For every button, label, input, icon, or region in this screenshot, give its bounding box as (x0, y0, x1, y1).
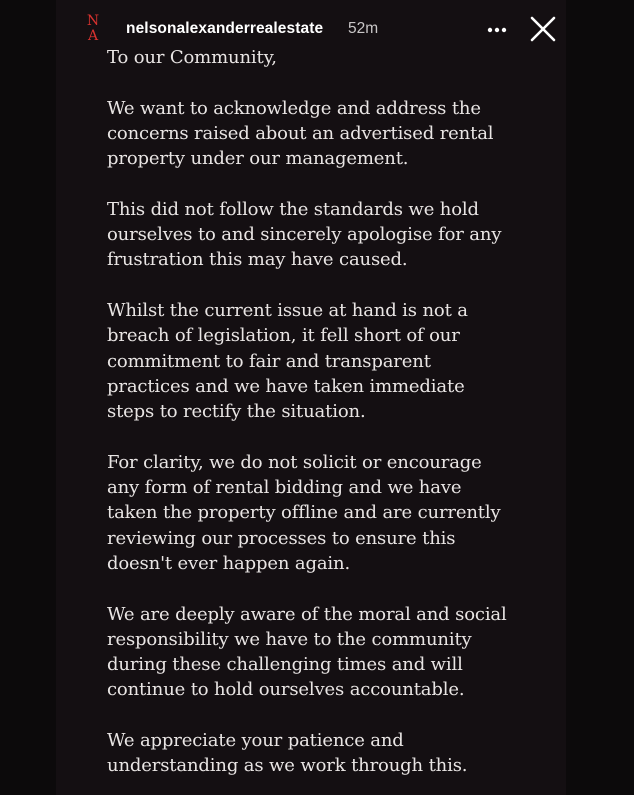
avatar-letter-a: A (87, 28, 99, 44)
more-horizontal-icon (480, 16, 514, 44)
avatar-letter-n: N (86, 13, 100, 29)
standards-paragraph: This did not follow the standards we hold ourselves to and sincerely apologise for any frustration this may have caused. (107, 198, 502, 271)
clarity-paragraph: For clarity, we do not solicit or encourage any form of rental bidding and we have taken the property offline and are currently reviewing our processes to ensure this doesn't ever happen again. (107, 451, 501, 574)
greeting-paragraph: To our Community, (107, 47, 277, 68)
username-link[interactable]: nelsonalexanderrealestate (126, 20, 324, 37)
close-button[interactable] (528, 14, 558, 44)
more-options-button[interactable] (480, 16, 514, 44)
story-header (0, 0, 634, 50)
legislation-paragraph: Whilst the current issue at hand is not a breach of legislation, it fell short of our commitment to fair and transparent practices and we have taken immediate steps to rectify the situation. (107, 299, 468, 423)
avatar[interactable] (84, 14, 102, 48)
responsibility-paragraph: We are deeply aware of the moral and social responsibility we have to the community during these challenging times and will continue to hold ourselves accountable. (107, 603, 507, 701)
statement-text (107, 45, 577, 795)
post-timestamp: 52m (348, 20, 379, 37)
acknowledge-paragraph: We want to acknowledge and address the concerns raised about an advertised rental property under our management. (107, 97, 494, 170)
closing-paragraph: We appreciate your patience and understanding as we work through this. (107, 730, 468, 777)
close-icon (528, 14, 558, 44)
